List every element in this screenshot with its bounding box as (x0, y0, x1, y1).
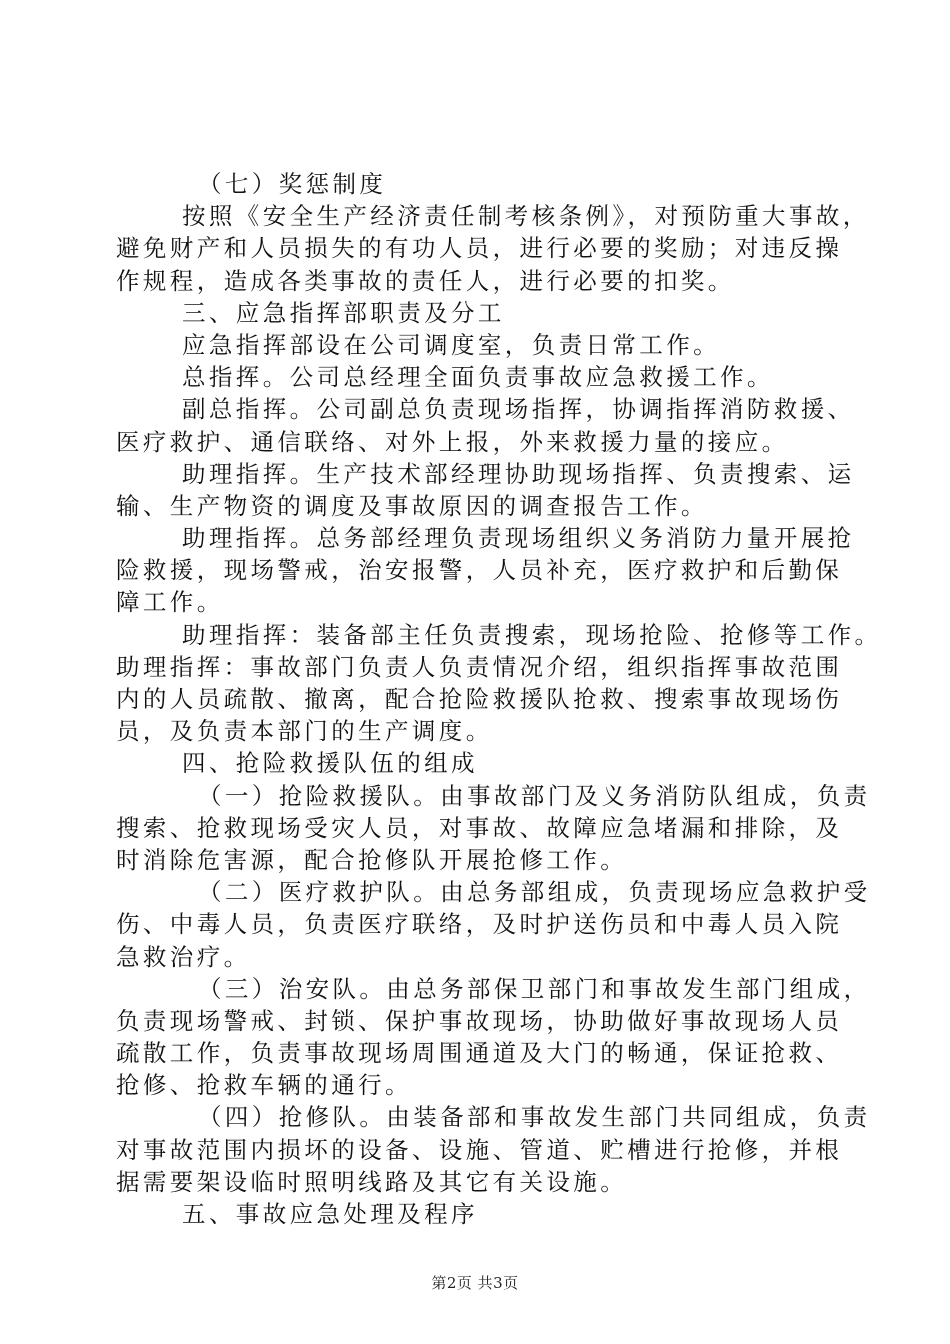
paragraph-line: （一）抢险救援队。由事故部门及义务消防队组成，负责 (198, 781, 871, 810)
page-footer: 第2页 共3页 (431, 1274, 519, 1292)
paragraph-line: 助理指挥。生产技术部经理协助现场指挥、负责搜索、运 (182, 459, 855, 488)
paragraph-line: 搜索、抢救现场受灾人员，对事故、故障应急堵漏和排除，及 (116, 813, 843, 842)
section-heading-rescue-teams: 四、抢险救援队伍的组成 (182, 749, 478, 778)
paragraph-line: 助理指挥：装备部主任负责搜索，现场抢险、抢修等工作。 (182, 620, 882, 649)
section-heading-emergency-procedure: 五、事故应急处理及程序 (182, 1200, 478, 1228)
document-body (116, 168, 882, 1230)
paragraph-line: 抢修、抢救车辆的通行。 (116, 1071, 412, 1100)
paragraph-line: 应急指挥部设在公司调度室，负责日常工作。 (182, 330, 720, 359)
paragraph-line: 内的人员疏散、撤离，配合抢险救援队抢救、搜索事故现场伤 (116, 685, 843, 713)
paragraph-line: 输、生产物资的调度及事故原因的调查报告工作。 (116, 491, 708, 520)
paragraph-line: 总指挥。公司总经理全面负责事故应急救援工作。 (182, 363, 774, 392)
paragraph-line: 疏散工作，负责事故现场周围通道及大门的畅通，保证抢救、 (116, 1039, 843, 1068)
paragraph-line: 据需要架设临时照明线路及其它有关设施。 (116, 1167, 628, 1196)
paragraph-line: 按照《安全生产经济责任制考核条例》，对预防重大事故， (182, 202, 870, 231)
paragraph-line: 急救治疗。 (116, 942, 251, 971)
paragraph-line: 副总指挥。公司副总负责现场指挥，协调指挥消防救援、 (182, 395, 855, 424)
section-heading-command-duties: 三、应急指挥部职责及分工 (182, 298, 505, 327)
paragraph-line: （二）医疗救护队。由总务部组成，负责现场应急救护受 (198, 878, 871, 907)
paragraph-line: 险救援，现场警戒，治安报警，人员补充，医疗救护和后勤保 (116, 556, 843, 585)
paragraph-line: 时消除危害源，配合抢修队开展抢修工作。 (116, 845, 628, 874)
paragraph-line: 助理指挥。总务部经理负责现场组织义务消防力量开展抢 (182, 524, 855, 553)
paragraph-line: 对事故范围内损坏的设备、设施、管道、贮槽进行抢修，并根 (116, 1135, 843, 1164)
paragraph-line: （三）治安队。由总务部保卫部门和事故发生部门组成， (198, 974, 871, 1003)
paragraph-line: 避免财产和人员损失的有功人员，进行必要的奖励；对违反操 (116, 234, 843, 263)
paragraph-line: 作规程，造成各类事故的责任人，进行必要的扣奖。 (116, 266, 735, 295)
paragraph-line: 负责现场警戒、封锁、保护事故现场，协助做好事故现场人员 (116, 1006, 843, 1035)
paragraph-line: 伤、中毒人员，负责医疗联络，及时护送伤员和中毒人员入院 (116, 910, 843, 939)
paragraph-line: 医疗救护、通信联络、对外上报，外来救援力量的接应。 (116, 427, 789, 456)
paragraph-line: （四）抢修队。由装备部和事故发生部门共同组成，负责 (198, 1103, 871, 1132)
paragraph-line: 助理指挥：事故部门负责人负责情况介绍，组织指挥事故范围 (116, 652, 843, 681)
paragraph-line: 员，及负责本部门的生产调度。 (116, 717, 493, 746)
section-heading-rewards: （七）奖惩制度 (198, 170, 387, 198)
paragraph-line: 障工作。 (116, 588, 224, 617)
